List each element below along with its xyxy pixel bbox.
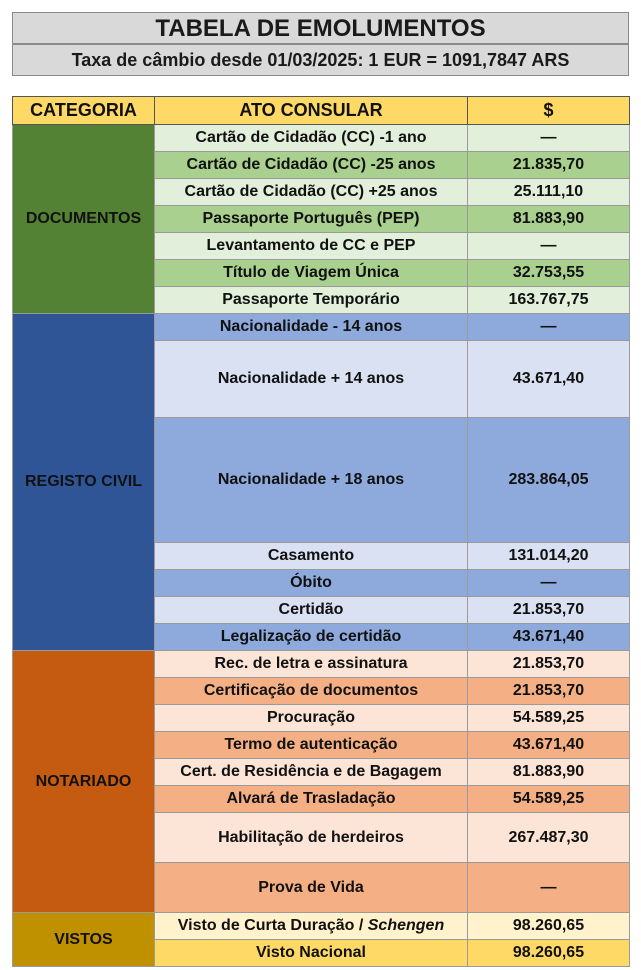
- act-cell: Procuração: [155, 705, 468, 732]
- price-cell: —: [468, 863, 630, 913]
- price-cell: 43.671,40: [468, 732, 630, 759]
- price-cell: 54.589,25: [468, 786, 630, 813]
- act-cell: Cert. de Residência e de Bagagem: [155, 759, 468, 786]
- price-cell: —: [468, 125, 630, 152]
- act-cell: Certidão: [155, 597, 468, 624]
- table-row: [13, 913, 630, 940]
- price-cell: 98.260,65: [468, 940, 630, 967]
- act-cell: Visto Nacional: [155, 940, 468, 967]
- act-cell: Cartão de Cidadão (CC) -1 ano: [155, 125, 468, 152]
- act-italic-text: Schengen: [367, 917, 445, 934]
- category-vistos: VISTOS: [13, 913, 155, 967]
- price-cell: 32.753,55: [468, 260, 630, 287]
- act-cell: Óbito: [155, 570, 468, 597]
- act-cell: Nacionalidade + 14 anos: [155, 341, 468, 418]
- price-cell: —: [468, 570, 630, 597]
- price-cell: 21.853,70: [468, 651, 630, 678]
- price-cell: 81.883,90: [468, 206, 630, 233]
- price-cell: 25.111,10: [468, 179, 630, 206]
- act-cell: Rec. de letra e assinatura: [155, 651, 468, 678]
- price-cell: 81.883,90: [468, 759, 630, 786]
- price-cell: 283.864,05: [468, 418, 630, 543]
- category-notariado: NOTARIADO: [13, 651, 155, 913]
- table-row: [13, 651, 630, 678]
- act-cell: Cartão de Cidadão (CC) +25 anos: [155, 179, 468, 206]
- price-cell: 267.487,30: [468, 813, 630, 863]
- price-cell: 21.853,70: [468, 678, 630, 705]
- price-cell: 43.671,40: [468, 341, 630, 418]
- act-cell: Termo de autenticação: [155, 732, 468, 759]
- price-cell: —: [468, 233, 630, 260]
- exchange-rate-subtitle: Taxa de câmbio desde 01/03/2025: 1 EUR = 1091,7847 ARS: [12, 44, 629, 76]
- act-cell: Passaporte Temporário: [155, 287, 468, 314]
- act-cell: [155, 913, 468, 940]
- act-text: Visto de Curta Duração /: [177, 917, 368, 934]
- act-cell: Legalização de certidão: [155, 624, 468, 651]
- act-cell: Casamento: [155, 543, 468, 570]
- act-cell: Prova de Vida: [155, 863, 468, 913]
- table-row: [13, 314, 630, 341]
- act-cell: Cartão de Cidadão (CC) -25 anos: [155, 152, 468, 179]
- act-cell: Certificação de documentos: [155, 678, 468, 705]
- page-title: TABELA DE EMOLUMENTOS: [12, 12, 629, 44]
- price-cell: —: [468, 314, 630, 341]
- header-category: CATEGORIA: [13, 97, 155, 125]
- price-cell: 98.260,65: [468, 913, 630, 940]
- header-act: ATO CONSULAR: [155, 97, 468, 125]
- table-row: [13, 125, 630, 152]
- price-cell: 21.853,70: [468, 597, 630, 624]
- act-cell: Levantamento de CC e PEP: [155, 233, 468, 260]
- act-cell: Título de Viagem Única: [155, 260, 468, 287]
- act-cell: Nacionalidade - 14 anos: [155, 314, 468, 341]
- table-header-row: [13, 97, 630, 125]
- act-cell: Habilitação de herdeiros: [155, 813, 468, 863]
- act-cell: Nacionalidade + 18 anos: [155, 418, 468, 543]
- price-cell: 54.589,25: [468, 705, 630, 732]
- category-documentos: DOCUMENTOS: [13, 125, 155, 314]
- fees-table: [12, 96, 630, 967]
- act-cell: Alvará de Trasladação: [155, 786, 468, 813]
- price-cell: 43.671,40: [468, 624, 630, 651]
- price-cell: 163.767,75: [468, 287, 630, 314]
- header-price: $: [468, 97, 630, 125]
- category-registo-civil: REGISTO CIVIL: [13, 314, 155, 651]
- price-cell: 21.835,70: [468, 152, 630, 179]
- act-cell: Passaporte Português (PEP): [155, 206, 468, 233]
- price-cell: 131.014,20: [468, 543, 630, 570]
